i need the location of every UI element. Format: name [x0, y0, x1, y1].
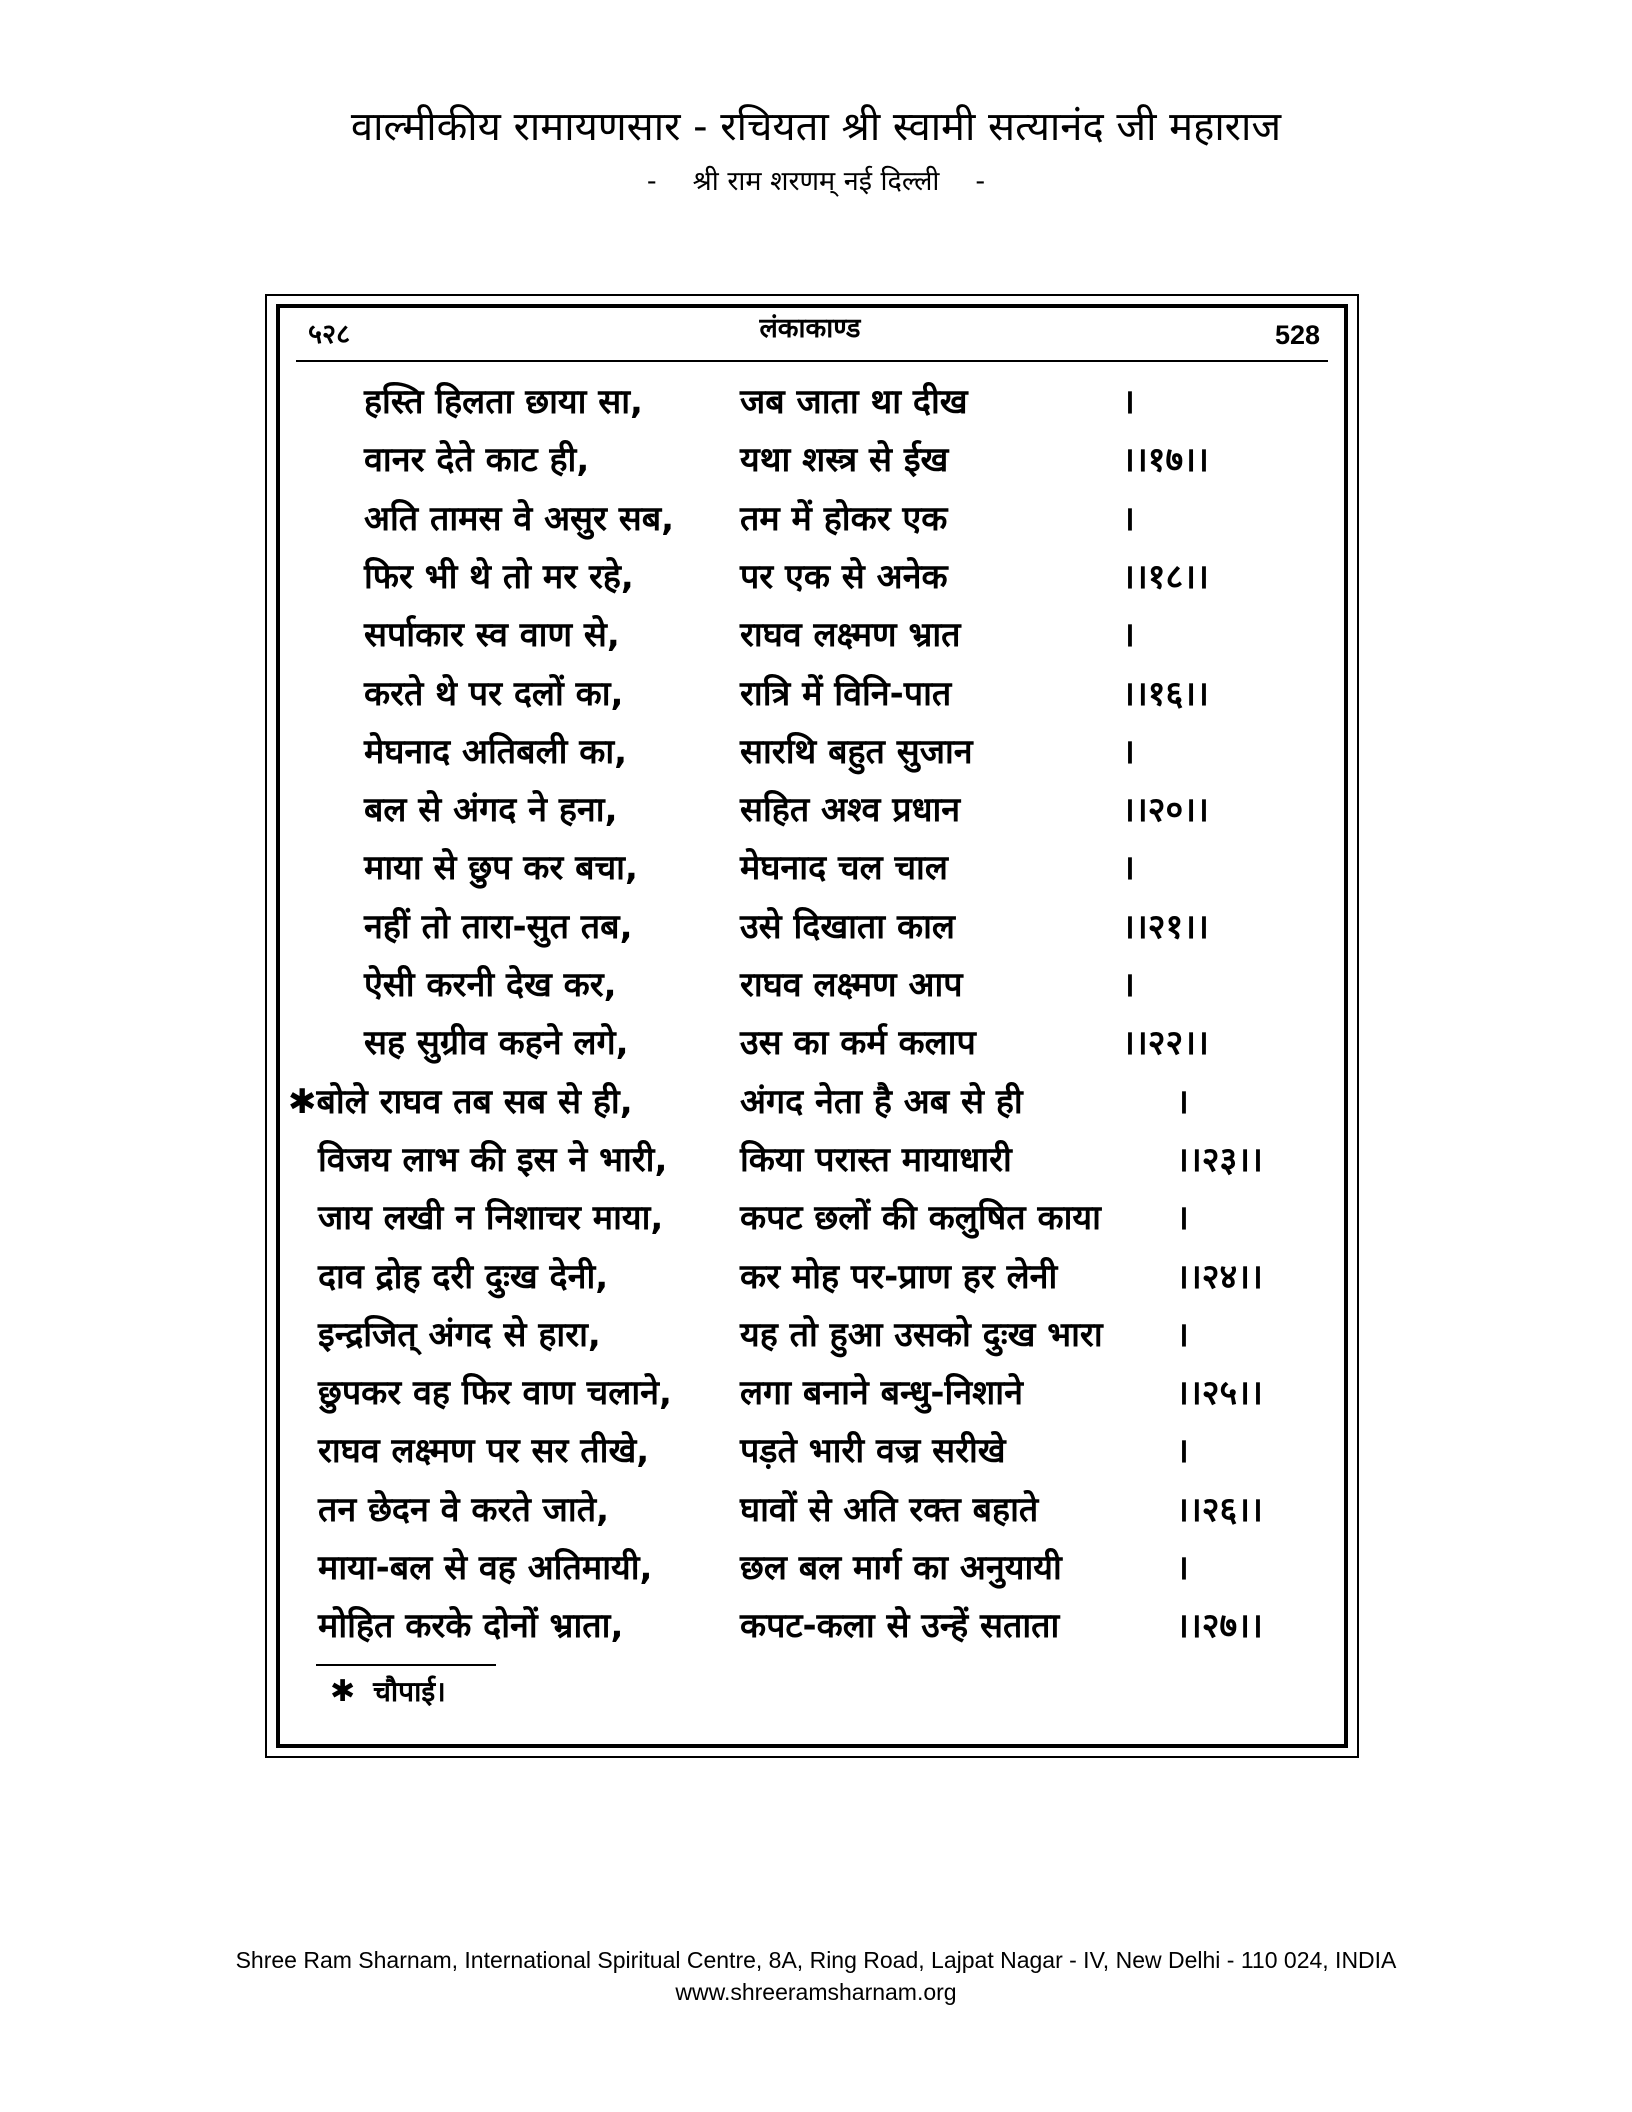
verse-ending: ।।२६।।: [1176, 1489, 1263, 1530]
verse-second-half: उसे दिखाता काल: [740, 906, 955, 947]
footnote-symbol: ✱: [330, 1674, 356, 1709]
verse-first-half: माया से छुप कर बचा,: [364, 848, 638, 889]
verse-second-half: पड़ते भारी वज्र सरीखे: [740, 1431, 1006, 1472]
page-number-devanagari: ५२८: [308, 319, 351, 350]
verse-ending: ।।२७।।: [1176, 1606, 1263, 1647]
verse-line: [0, 548, 1632, 606]
footer-address: Shree Ram Sharnam, International Spiritual Centre, 8A, Ring Road, Lajpat Nagar - IV, New Delhi - 110 024, INDIA: [235, 1947, 1397, 1973]
verse-first-half: माया-बल से वह अतिमायी,: [318, 1548, 653, 1588]
verse-first-half: बल से अंगद ने हना,: [364, 790, 618, 831]
verse-second-half: यथा शस्त्र से ईख: [740, 440, 949, 481]
verse-second-half: सहित अश्व प्रधान: [740, 790, 961, 831]
verse-line: [0, 1539, 1632, 1597]
verse-ending: ।: [1176, 1314, 1189, 1355]
verse-second-half: कर मोह पर-प्राण हर लेनी: [740, 1256, 1058, 1297]
verse-first-half: नहीं तो तारा-सुत तब,: [364, 906, 633, 947]
verse-second-half: राघव लक्ष्मण आप: [740, 965, 963, 1005]
verse-ending: ।।१६।।: [1122, 673, 1209, 714]
verse-ending: ।: [1122, 731, 1135, 772]
verse-first-half: जाय लखी न निशाचर माया,: [318, 1198, 664, 1239]
verse-ending: ।: [1176, 1198, 1189, 1239]
verse-line: [0, 781, 1632, 839]
verse-ending: ।।१७।।: [1122, 440, 1209, 481]
verse-line: [0, 490, 1632, 548]
verse-line: [0, 1248, 1632, 1306]
verse-line: [0, 898, 1632, 956]
verse-second-half: रात्रि में विनि-पात: [740, 673, 952, 714]
subtitle-text: श्री राम शरणम् नई दिल्ली: [692, 166, 940, 197]
verse-first-half: सर्पाकार स्व वाण से,: [364, 615, 620, 656]
verse-line: [0, 1073, 1632, 1131]
verse-first-half: मोहित करके दोनों भ्राता,: [318, 1606, 624, 1647]
verse-second-half: उस का कर्म कलाप: [740, 1023, 976, 1064]
verse-second-half: घावों से अति रक्त बहाते: [740, 1489, 1039, 1530]
footnote-rule: [316, 1664, 496, 1666]
verse-line: [0, 723, 1632, 781]
verse-line: [0, 1364, 1632, 1422]
verse-ending: ।: [1176, 1081, 1189, 1122]
verse-first-half: दाव द्रोह दरी दुःख देनी,: [318, 1256, 609, 1297]
verse-ending: ।: [1122, 382, 1135, 422]
verse-line: [0, 1014, 1632, 1072]
verse-ending: ।: [1122, 615, 1135, 656]
verse-second-half: कपट छलों की कलुषित काया: [740, 1198, 1101, 1239]
verse-second-half: छल बल मार्ग का अनुयायी: [740, 1548, 1062, 1588]
verse-second-half: तम में होकर एक: [740, 498, 948, 539]
verse-line: [0, 839, 1632, 897]
subtitle-dash-right: -: [975, 166, 986, 197]
verse-ending: ।: [1176, 1548, 1189, 1588]
verse-second-half: जब जाता था दीख: [740, 382, 968, 422]
verse-first-half: फिर भी थे तो मर रहे,: [364, 556, 634, 597]
verse-line: [0, 1306, 1632, 1364]
verse-first-half: अति तामस वे असुर सब,: [364, 498, 675, 539]
verse-ending: ।।२४।।: [1176, 1256, 1263, 1297]
verse-second-half: सारथि बहुत सुजान: [740, 731, 973, 772]
verse-first-half: राघव लक्ष्मण पर सर तीखे,: [318, 1431, 650, 1472]
document-header-subtitle: [0, 164, 1632, 200]
verse-first-half: ऐसी करनी देख कर,: [364, 965, 617, 1005]
verse-first-half: सह सुग्रीव कहने लगे,: [364, 1023, 629, 1064]
verse-ending: ।।२१।।: [1122, 906, 1209, 947]
verse-ending: ।।१८।।: [1122, 556, 1209, 597]
verse-first-half: हस्ति हिलता छाया सा,: [364, 382, 643, 422]
footnote: [330, 1670, 446, 1714]
page-number-latin: 528: [1274, 320, 1320, 350]
verse-first-half: मेघनाद अतिबली का,: [364, 731, 628, 772]
footer-url: www.shreeramsharnam.org: [675, 1979, 957, 2005]
verse-second-half: पर एक से अनेक: [740, 556, 948, 597]
verse-first-half: करते थे पर दलों का,: [364, 673, 624, 714]
subtitle-dash-left: -: [646, 166, 657, 197]
verse-ending: ।: [1122, 965, 1135, 1005]
verse-first-half: तन छेदन वे करते जाते,: [318, 1489, 609, 1530]
verse-ending: ।: [1122, 498, 1135, 539]
heading-rule: [296, 360, 1328, 362]
verse-line: [0, 1597, 1632, 1655]
verse-second-half: किया परास्त मायाधारी: [740, 1139, 1012, 1180]
verse-line: [0, 431, 1632, 489]
verse-ending: ।।२०।।: [1122, 790, 1209, 831]
footnote-text: चौपाई।: [373, 1675, 446, 1708]
verse-second-half: लगा बनाने बन्धु-निशाने: [740, 1373, 1023, 1414]
verse-first-half: विजय लाभ की इस ने भारी,: [318, 1139, 668, 1180]
verse-ending: ।: [1122, 848, 1135, 889]
section-title: लंकाकाण्ड: [759, 313, 861, 344]
verse-ending: ।।२२।।: [1122, 1023, 1209, 1064]
verse-line: [0, 373, 1632, 431]
verse-first-half: ✱बोले राघव तब सब से ही,: [288, 1081, 633, 1122]
verse-line: [0, 1422, 1632, 1480]
verse-second-half: मेघनाद चल चाल: [740, 848, 948, 889]
verse-second-half: कपट-कला से उन्हें सताता: [740, 1606, 1060, 1647]
verse-line: [0, 1481, 1632, 1539]
verse-second-half: अंगद नेता है अब से ही: [740, 1081, 1023, 1122]
verse-first-half: वानर देते काट ही,: [364, 440, 590, 481]
page-heading: [300, 310, 1320, 360]
verse-line: [0, 956, 1632, 1014]
verse-first-half: छुपकर वह फिर वाण चलाने,: [318, 1373, 672, 1414]
verse-ending: ।: [1176, 1431, 1189, 1472]
verse-line: [0, 1131, 1632, 1189]
document-header-title: वाल्मीकीय रामायणसार - रचियता श्री स्वामी सत्यानंद जी महाराज: [350, 104, 1282, 150]
verse-line: [0, 665, 1632, 723]
verse-second-half: राघव लक्ष्मण भ्रात: [740, 615, 961, 656]
verse-ending: ।।२३।।: [1176, 1139, 1263, 1180]
verse-second-half: यह तो हुआ उसको दुःख भारा: [740, 1314, 1103, 1355]
verse-line: [0, 606, 1632, 664]
verse-ending: ।।२५।।: [1176, 1373, 1263, 1414]
verse-line: [0, 1189, 1632, 1247]
verse-first-half: इन्द्रजित् अंगद से हारा,: [318, 1314, 601, 1355]
